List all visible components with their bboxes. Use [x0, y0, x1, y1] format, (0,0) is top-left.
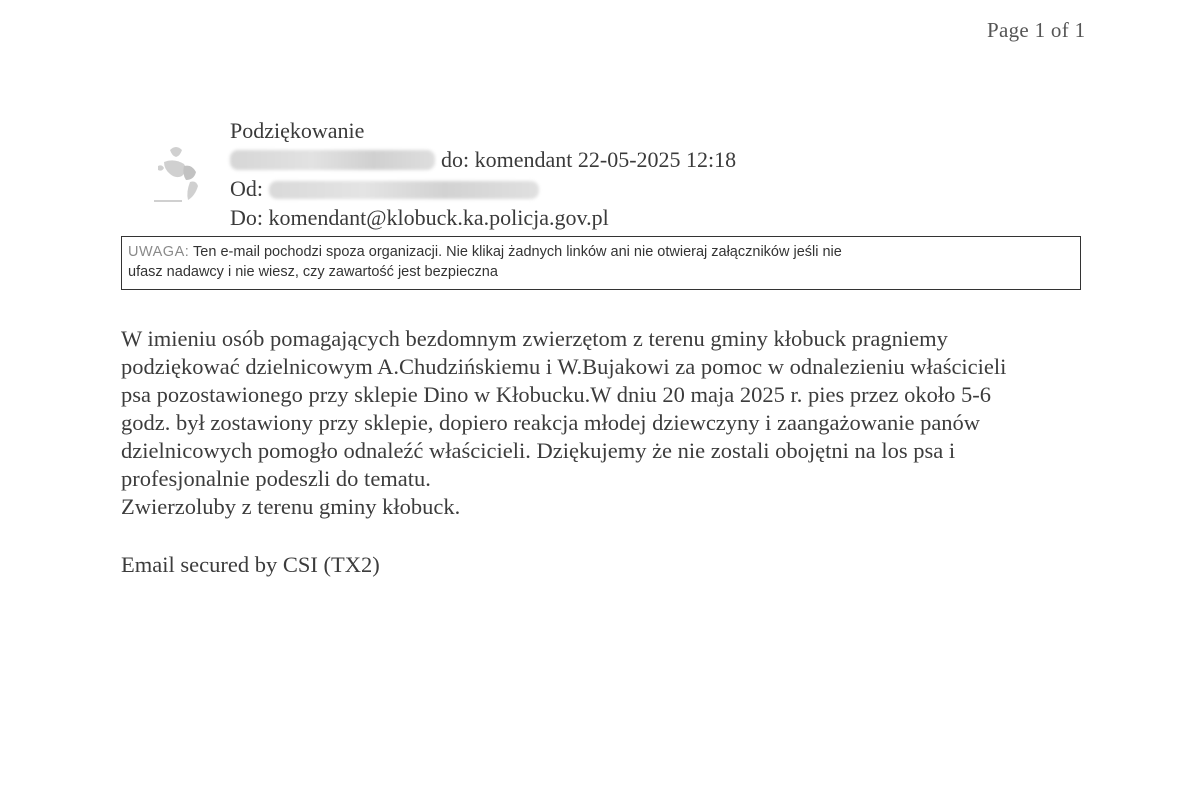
email-to-address: Do: komendant@klobuck.ka.policja.gov.pl	[230, 205, 609, 230]
body-signature: Zwierzoluby z terenu gminy kłobuck.	[121, 494, 461, 519]
email-sender-row	[230, 145, 736, 174]
body-line: profesjonalnie podeszli do tematu.	[121, 466, 431, 491]
body-line: psa pozostawionego przy sklepie Dino w Kłobucku.W dniu 20 maja 2025 r. pies przez około 5-6	[121, 382, 992, 407]
warning-label: UWAGA:	[128, 244, 190, 260]
warning-text-line2: ufasz nadawcy i nie wiesz, czy zawartość jest bezpieczna	[128, 264, 498, 280]
email-header	[230, 116, 736, 232]
police-emblem-icon	[150, 140, 220, 212]
email-footer: Email secured by CSI (TX2)	[121, 552, 380, 577]
redacted-sender-name	[230, 150, 435, 170]
warning-text: Ten e-mail pochodzi spoza organizacji. Nie klikaj żadnych linków ani nie otwieraj załączników jeśli nie	[189, 244, 842, 260]
body-line: dzielnicowych pomogło odnaleźć właścicieli. Dziękujemy że nie zostali obojętni na los psa i	[121, 438, 956, 463]
redacted-sender-email	[269, 181, 539, 199]
body-line: podziękować dzielnicowym A.Chudzińskiemu i W.Bujakowi za pomoc w odnalezieniu właścicieli	[121, 354, 1007, 379]
email-to-date: do: komendant 22-05-2025 12:18	[441, 147, 737, 172]
email-from-label: Od:	[230, 176, 263, 201]
page-number: Page 1 of 1	[987, 18, 1086, 42]
email-subject: Podziękowanie	[230, 118, 365, 143]
email-from-row	[230, 174, 736, 203]
external-email-warning	[121, 236, 1081, 290]
email-body	[121, 325, 1121, 521]
body-line: godz. był zostawiony przy sklepie, dopiero reakcja młodej dziewczyny i zaangażowanie panów	[121, 410, 981, 435]
body-line: W imieniu osób pomagających bezdomnym zwierzętom z terenu gminy kłobuck pragniemy	[121, 326, 948, 351]
